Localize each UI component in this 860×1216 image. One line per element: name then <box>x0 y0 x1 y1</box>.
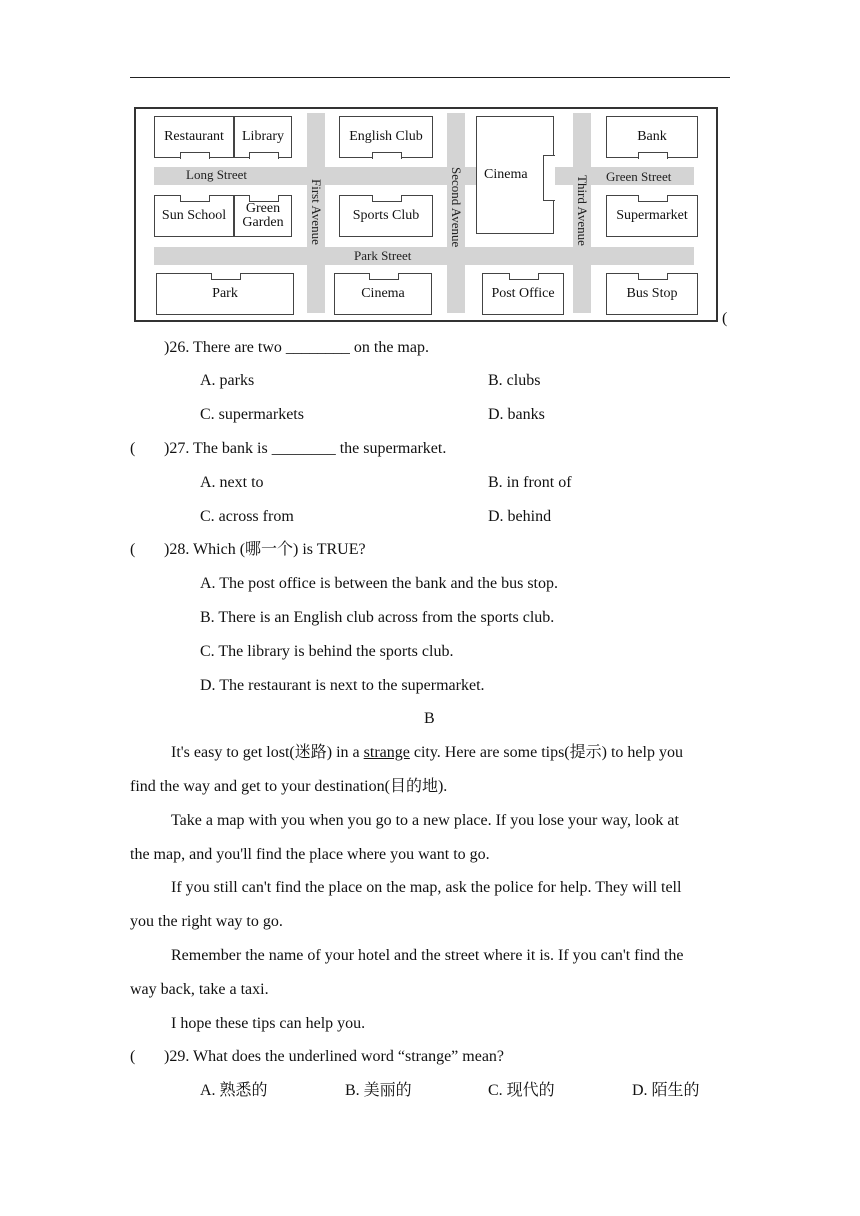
q29-option-d: D. 陌生的 <box>632 1082 700 1099</box>
cinema-top-label: Cinema <box>484 167 528 182</box>
english-club-label: English Club <box>349 129 423 144</box>
bank-label: Bank <box>637 129 667 144</box>
q29-option-a: A. 熟悉的 <box>200 1082 268 1099</box>
post-office-building <box>482 273 564 315</box>
building-entrance <box>372 195 402 202</box>
q27-option-b: B. in front of <box>488 474 572 491</box>
q28-option-b: B. There is an English club across from the sports club. <box>200 609 555 626</box>
sports-club-building <box>339 195 433 237</box>
second-avenue-label: Second Avenue <box>449 167 464 248</box>
q28-paren: ( <box>130 541 136 558</box>
q29-option-c: C. 现代的 <box>488 1082 555 1099</box>
q28-option-c: C. The library is behind the sports club. <box>200 643 454 660</box>
q26-stem: )26. There are two ________ on the map. <box>164 339 429 356</box>
passage-p1-line1 <box>171 743 683 763</box>
first-avenue-label: First Avenue <box>309 179 324 245</box>
building-entrance <box>372 152 402 159</box>
building-entrance <box>211 273 241 280</box>
building-entrance <box>543 155 555 201</box>
sun-school-label: Sun School <box>161 208 227 223</box>
building-entrance <box>369 273 399 280</box>
passage-p5: I hope these tips can help you. <box>171 1015 366 1032</box>
q26-option-b: B. clubs <box>488 372 541 389</box>
passage-text: city. Here are some tips(提示) to help you <box>409 744 683 761</box>
passage-p1-line2: find the way and get to your destination(目的地). <box>130 778 448 795</box>
passage-p2-line2: the map, and you'll find the place where you want to go. <box>130 846 490 863</box>
long-street-label: Long Street <box>186 167 248 182</box>
bus-stop-label: Bus Stop <box>626 286 678 301</box>
q27-option-a: A. next to <box>200 474 264 491</box>
building-entrance <box>638 195 668 202</box>
passage-p2-line1: Take a map with you when you go to a new place. If you lose your way, look at <box>171 812 679 829</box>
passage-p4-line1: Remember the name of your hotel and the street where it is. If you can't find the <box>171 947 684 964</box>
q27-option-c: C. across from <box>200 508 294 525</box>
cinema-bottom-label: Cinema <box>361 286 405 301</box>
q26-option-a: A. parks <box>200 372 255 389</box>
building-entrance <box>180 195 210 202</box>
bank-building <box>606 116 698 158</box>
q26-option-d: D. banks <box>488 406 545 423</box>
green-garden-building <box>234 195 292 237</box>
park-street-road <box>154 247 694 265</box>
q29-option-b: B. 美丽的 <box>345 1082 412 1099</box>
building-entrance <box>180 152 210 159</box>
building-entrance <box>509 273 539 280</box>
underlined-word: strange <box>363 744 410 761</box>
q28-option-a: A. The post office is between the bank and the bus stop. <box>200 575 558 592</box>
library-label: Library <box>242 129 284 144</box>
passage-p3-line2: you the right way to go. <box>130 913 283 930</box>
bus-stop-building <box>606 273 698 315</box>
sports-club-label: Sports Club <box>352 208 420 223</box>
restaurant-building <box>154 116 234 158</box>
passage-p4-line2: way back, take a taxi. <box>130 981 269 998</box>
supermarket-label: Supermarket <box>616 208 688 223</box>
q27-paren: ( <box>130 440 136 457</box>
green-street-label: Green Street <box>606 169 672 184</box>
header-rule <box>130 77 730 78</box>
building-entrance <box>638 152 668 159</box>
cinema-bottom-building <box>334 273 432 315</box>
restaurant-label: Restaurant <box>164 129 224 144</box>
q26-option-c: C. supermarkets <box>200 406 304 423</box>
third-avenue-label: Third Avenue <box>575 175 590 246</box>
q29-paren: ( <box>130 1048 136 1065</box>
passage-text: It's easy to get lost(迷路) in a <box>171 744 364 761</box>
q27-stem: )27. The bank is ________ the supermarket. <box>164 440 447 457</box>
answer-paren-26: ( <box>722 310 728 327</box>
english-club-building <box>339 116 433 158</box>
green-garden-label: Green Garden <box>242 201 284 230</box>
q28-option-d: D. The restaurant is next to the supermarket. <box>200 677 485 694</box>
cinema-top-building <box>476 116 554 234</box>
q29-stem: )29. What does the underlined word “strange” mean? <box>164 1048 505 1065</box>
q28-stem: )28. Which (哪一个) is TRUE? <box>164 541 366 558</box>
passage-p3-line1: If you still can't find the place on the map, ask the police for help. They will tell <box>171 879 682 896</box>
building-entrance <box>638 273 668 280</box>
park-street-label: Park Street <box>354 248 412 263</box>
street-map <box>134 107 718 322</box>
park-building <box>156 273 294 315</box>
building-entrance <box>249 152 279 159</box>
park-label: Park <box>212 286 238 301</box>
supermarket-building <box>606 195 698 237</box>
building-entrance <box>249 195 279 202</box>
q27-option-d: D. behind <box>488 508 552 525</box>
library-building <box>234 116 292 158</box>
post-office-label: Post Office <box>491 286 555 301</box>
section-b-heading: B <box>424 710 435 727</box>
sun-school-building <box>154 195 234 237</box>
